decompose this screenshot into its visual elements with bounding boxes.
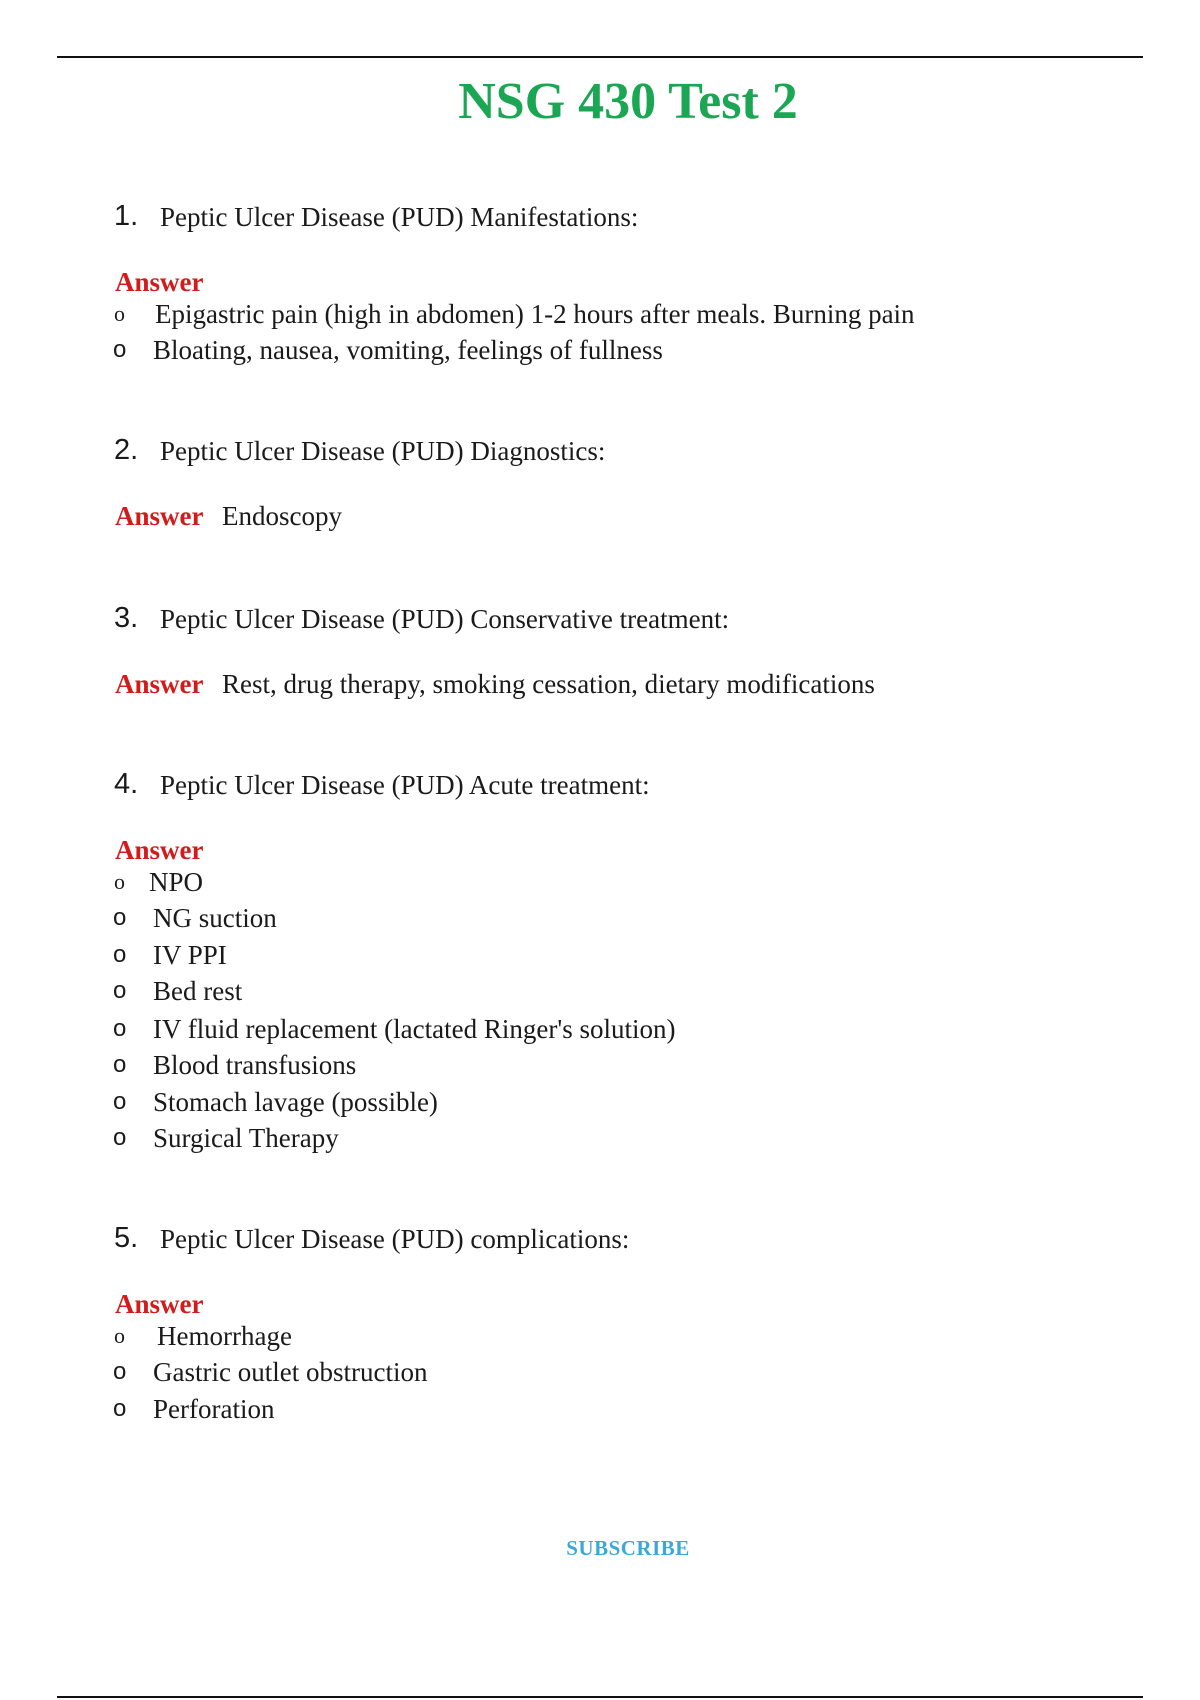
bullet-icon: o: [113, 336, 127, 363]
question-number: 2.: [114, 434, 139, 466]
answer-label: Answer: [115, 267, 204, 297]
list-item: NG suction: [153, 903, 277, 933]
question-text: Peptic Ulcer Disease (PUD) Acute treatment:: [160, 770, 650, 800]
question-number: 1.: [114, 200, 139, 232]
bullet-icon: o: [113, 1124, 127, 1151]
list-item: Bloating, nausea, vomiting, feelings of fullness: [153, 335, 663, 365]
answer-label: Answer: [115, 835, 204, 865]
bullet-icon: o: [114, 869, 125, 894]
top-divider: [57, 56, 1143, 58]
bullet-icon: o: [113, 1088, 127, 1115]
list-item: IV fluid replacement (lactated Ringer's solution): [153, 1014, 676, 1044]
bottom-divider: [57, 1696, 1143, 1698]
question-text: Peptic Ulcer Disease (PUD) Conservative treatment:: [160, 604, 730, 634]
bullet-icon: o: [113, 1015, 127, 1042]
question-number: 4.: [114, 768, 139, 800]
bullet-icon: o: [113, 1395, 127, 1422]
question-text: Peptic Ulcer Disease (PUD) complications:: [160, 1224, 630, 1254]
bullet-icon: o: [114, 1323, 125, 1348]
list-item: Blood transfusions: [153, 1050, 357, 1080]
answer-label: Answer: [115, 1289, 204, 1319]
list-item: Hemorrhage: [157, 1321, 292, 1351]
answer-text: Rest, drug therapy, smoking cessation, dietary modifications: [222, 669, 875, 699]
answer-label: Answer: [115, 669, 204, 699]
subscribe-link[interactable]: SUBSCRIBE: [566, 1536, 690, 1560]
list-item: IV PPI: [153, 940, 227, 970]
question-text: Peptic Ulcer Disease (PUD) Manifestations:: [160, 202, 639, 232]
bullet-icon: o: [113, 1051, 127, 1078]
list-item: Stomach lavage (possible): [153, 1087, 438, 1117]
list-item: NPO: [149, 867, 204, 897]
bullet-icon: o: [113, 977, 127, 1004]
list-item: Bed rest: [153, 976, 243, 1006]
list-item: Surgical Therapy: [153, 1123, 339, 1153]
list-item: Perforation: [153, 1394, 275, 1424]
question-text: Peptic Ulcer Disease (PUD) Diagnostics:: [160, 436, 606, 466]
list-item: Gastric outlet obstruction: [153, 1357, 428, 1387]
bullet-icon: o: [113, 941, 127, 968]
answer-label: Answer: [115, 501, 204, 531]
answer-text: Endoscopy: [222, 501, 342, 531]
question-number: 5.: [114, 1222, 139, 1254]
bullet-icon: o: [113, 904, 127, 931]
bullet-icon: o: [114, 301, 125, 326]
document-title: NSG 430 Test 2: [458, 73, 798, 130]
question-number: 3.: [114, 602, 139, 634]
list-item: Epigastric pain (high in abdomen) 1-2 hours after meals. Burning pain: [155, 299, 915, 329]
bullet-icon: o: [113, 1358, 127, 1385]
